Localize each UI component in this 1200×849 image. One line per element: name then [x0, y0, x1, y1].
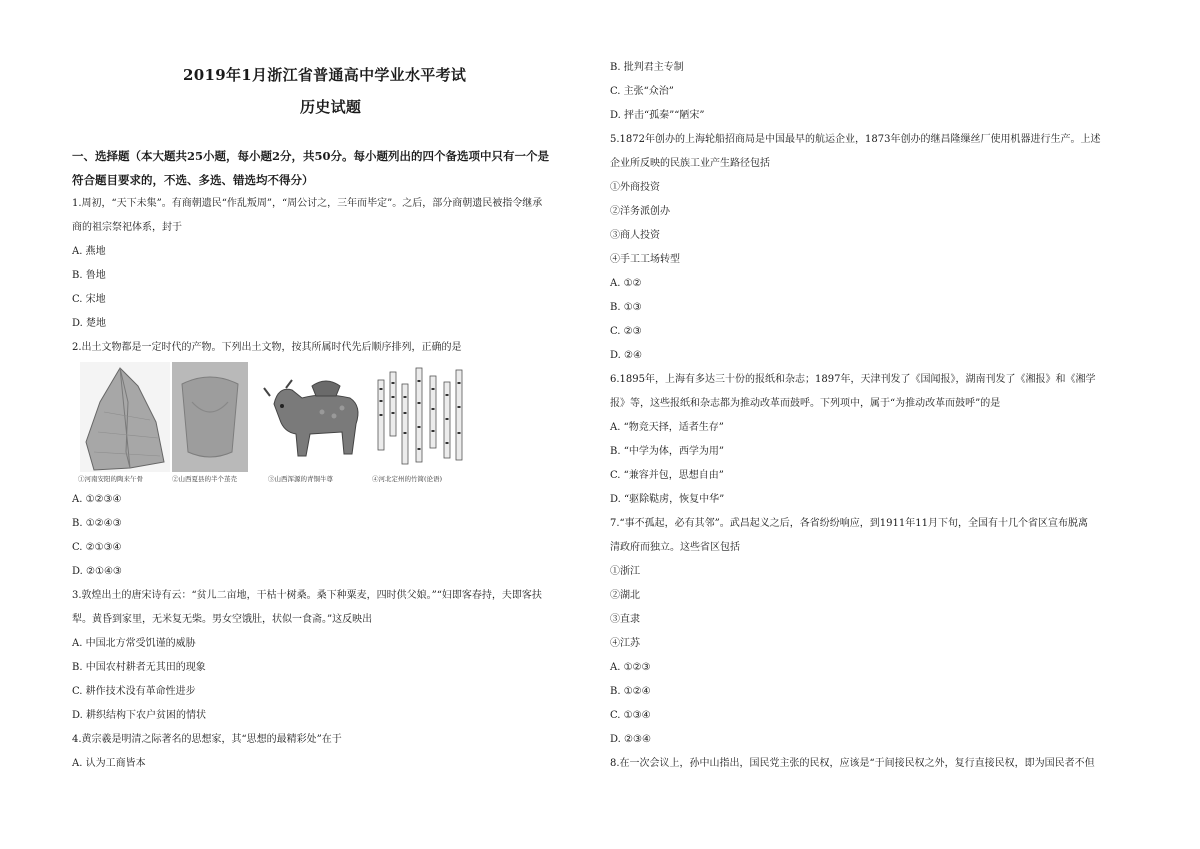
- page-subtitle: 历史试题: [300, 98, 362, 116]
- q6-option-c: C. “兼容并包，思想自由”: [610, 470, 724, 481]
- q7-option-b: B. ①②④: [610, 686, 651, 697]
- q2-stem: 2.出土文物都是一定时代的产物。下列出土文物，按其所属时代先后顺序排列，正确的是: [72, 342, 462, 353]
- q4-option-c: C. 主张“众治”: [610, 86, 674, 97]
- caption-3: ③山西浑源的青铜牛尊: [268, 475, 333, 483]
- q1-stem-line1: 1.周初，“天下未集”。有商朝遗民“作乱叛周”，“周公讨之，三年而毕定”。之后，部分商朝遗民被指令继承: [72, 198, 543, 209]
- q5-stem-line1: 5.1872年创办的上海轮船招商局是中国最早的航运企业，1873年创办的继昌隆缫丝厂使用机器进行生产。上述: [610, 134, 1101, 145]
- oracle-bone-image: [80, 362, 170, 472]
- q3-stem-line1: 3.敦煌出土的唐宋诗有云：“贫儿二亩地，干枯十树桑。桑下种粟麦，四时供父娘。”“妇即客春持，夫即客扶: [72, 590, 542, 601]
- q3-option-a: A. 中国北方常受饥谨的威胁: [72, 638, 196, 649]
- q5-item-3: ③商人投资: [610, 230, 660, 241]
- q3-stem-line2: 犁。黄昏到家里，无米复无柴。男女空饿肚，状似一食斋。”这反映出: [72, 614, 373, 625]
- q2-artifact-figure: [72, 362, 468, 488]
- q6-stem-line2: 报》等，这些报纸和杂志都为推动改革而鼓呼。下列项中，属于“为推动改革而鼓呼”的是: [610, 398, 1001, 409]
- q7-item-2: ②湖北: [610, 590, 640, 601]
- q1-stem-line2: 商的祖宗祭祀体系，封于: [72, 222, 182, 233]
- q6-option-a: A. “物竞天择，适者生存”: [610, 422, 724, 433]
- q6-option-b: B. “中学为体，西学为用”: [610, 446, 724, 457]
- q7-option-c: C. ①③④: [610, 710, 651, 721]
- q5-item-1: ①外商投资: [610, 182, 660, 193]
- q2-option-c: C. ②①③④: [72, 542, 122, 553]
- q7-item-4: ④江苏: [610, 638, 640, 649]
- q1-option-d: D. 楚地: [72, 318, 107, 329]
- q8-stem: 8.在一次会议上，孙中山指出，国民党主张的民权，应该是“于间接民权之外，复行直接民权，即为国民者不但: [610, 758, 1095, 769]
- q3-option-c: C. 耕作技术没有革命性进步: [72, 686, 196, 697]
- q4-option-d: D. 抨击“孤秦”“陋宋”: [610, 110, 705, 121]
- q2-option-a: A. ①②③④: [72, 494, 122, 505]
- q4-stem: 4.黄宗羲是明清之际著名的思想家，其“思想的最精彩处”在于: [72, 734, 342, 745]
- q7-stem-line2: 清政府而独立。这些省区包括: [610, 542, 740, 553]
- q7-stem-line1: 7.“事不孤起，必有其邻”。武昌起义之后，各省纷纷响应，到1911年11月下旬，全国有十几个省区宣布脱离: [610, 518, 1088, 529]
- q1-option-c: C. 宋地: [72, 294, 106, 305]
- q4-option-a: A. 认为工商皆本: [72, 758, 146, 769]
- q5-option-b: B. ①③: [610, 302, 642, 313]
- q7-item-1: ①浙江: [610, 566, 640, 577]
- q4-option-b: B. 批判君主专制: [610, 62, 684, 73]
- caption-4: ④河北定州的竹简(论语): [372, 475, 443, 483]
- q6-option-d: D. “驱除鞑虏，恢复中华”: [610, 494, 725, 505]
- bronze-ox-zun-image: [252, 362, 370, 472]
- cocoon-image: [172, 362, 248, 472]
- q5-option-d: D. ②④: [610, 350, 642, 361]
- q3-option-d: D. 耕织结构下农户贫困的情状: [72, 710, 207, 721]
- caption-1: ①河南安阳的陶来午骨: [78, 475, 143, 483]
- q5-option-c: C. ②③: [610, 326, 642, 337]
- section-heading-line1: 一、选择题（本大题共25小题，每小题2分，共50分。每小题列出的四个备选项中只有一个是: [72, 149, 550, 163]
- q1-option-b: B. 鲁地: [72, 270, 106, 281]
- q5-stem-line2: 企业所反映的民族工业产生路径包括: [610, 158, 770, 169]
- q7-option-a: A. ①②③: [610, 662, 651, 673]
- q5-option-a: A. ①②: [610, 278, 642, 289]
- q5-item-2: ②洋务派创办: [610, 206, 670, 217]
- q6-stem-line1: 6.1895年，上海有多达三十份的报纸和杂志；1897年，天津刊发了《国闻报》，湖南刊发了《湘报》和《湘学: [610, 374, 1096, 385]
- q7-option-d: D. ②③④: [610, 734, 651, 745]
- q7-item-3: ③直隶: [610, 614, 640, 625]
- page-title: 2019年1月浙江省普通高中学业水平考试: [183, 66, 467, 84]
- bamboo-slips-image: [372, 362, 466, 472]
- q2-option-b: B. ①②④③: [72, 518, 122, 529]
- section-heading-line2: 符合题目要求的，不选、多选、错选均不得分）: [72, 173, 314, 187]
- q3-option-b: B. 中国农村耕者无其田的现象: [72, 662, 206, 673]
- q2-option-d: D. ②①④③: [72, 566, 122, 577]
- q1-option-a: A. 燕地: [72, 246, 106, 257]
- q5-item-4: ④手工工场转型: [610, 254, 680, 265]
- caption-2: ②山西夏县的半个茧壳: [172, 475, 237, 483]
